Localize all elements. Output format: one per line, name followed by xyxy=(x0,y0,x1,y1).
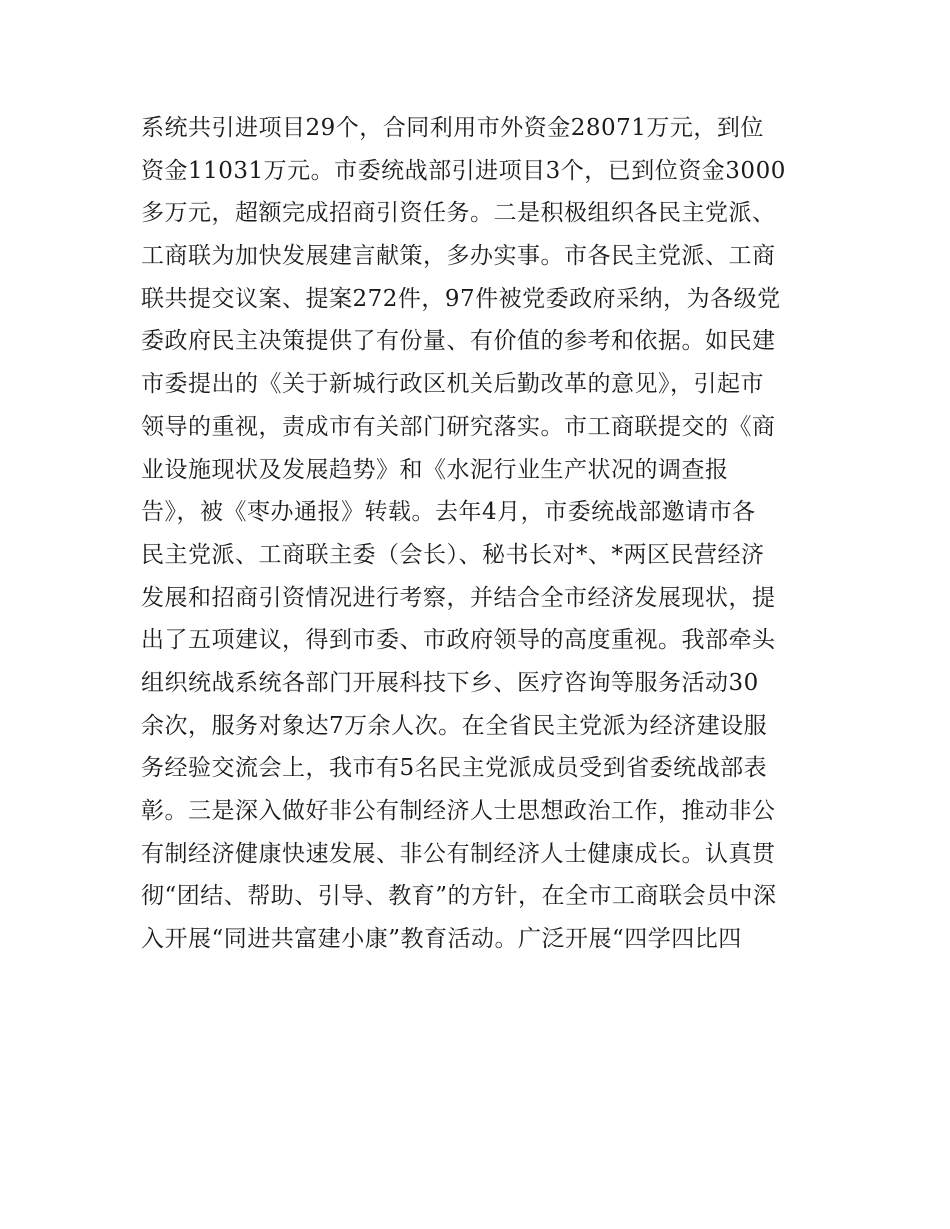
text-line: 有制经济健康快速发展、非公有制经济人士健康成长。认真贯 xyxy=(141,840,776,867)
text-line: 系统共引进项目29个，合同利用市外资金28071万元，到位 xyxy=(141,115,764,141)
text-line: 彻“团结、帮助、引导、教育”的方针，在全市工商联会员中深 xyxy=(141,883,777,910)
text-line: 领导的重视，责成市有关部门研究落实。市工商联提交的《商 xyxy=(141,413,776,440)
text-line: 出了五项建议，得到市委、市政府领导的高度重视。我部牵头 xyxy=(141,627,776,654)
text-line: 民主党派、工商联主委（会长）、秘书长对*、*两区民营经济 xyxy=(141,541,765,568)
text-line: 资金11031万元。市委统战部引进项目3个，已到位资金3000 xyxy=(141,157,786,184)
text-line: 彰。三是深入做好非公有制经济人士思想政治工作，推动非公 xyxy=(141,798,776,824)
text-line: 余次，服务对象达7万余人次。在全省民主党派为经济建设服 xyxy=(141,712,768,739)
text-line: 联共提交议案、提案272件，97件被党委政府采纳，为各级党 xyxy=(141,285,781,312)
text-line: 工商联为加快发展建言献策，多办实事。市各民主党派、工商 xyxy=(141,243,776,270)
text-line: 告》，被《枣办通报》转载。去年4月，市委统战部邀请市各 xyxy=(141,499,756,526)
text-line: 入开展“同进共富建小康”教育活动。广泛开展“四学四比四 xyxy=(141,926,742,953)
text-line: 市委提出的《关于新城行政区机关后勤改革的意见》，引起市 xyxy=(141,371,764,398)
text-line: 委政府民主决策提供了有份量、有价值的参考和依据。如民建 xyxy=(141,328,776,355)
text-line: 务经验交流会上，我市有5名民主党派成员受到省委统战部表 xyxy=(141,755,768,782)
text-line: 业设施现状及发展趋势》和《水泥行业生产状况的调查报 xyxy=(141,456,729,483)
body-text xyxy=(141,107,821,961)
text-line: 组织统战系统各部门开展科技下乡、医疗咨询等服务活动30 xyxy=(141,669,759,696)
text-line: 发展和招商引资情况进行考察，并结合全市经济发展现状，提 xyxy=(141,584,776,611)
text-line: 多万元，超额完成招商引资任务。二是积极组织各民主党派、 xyxy=(141,200,776,227)
